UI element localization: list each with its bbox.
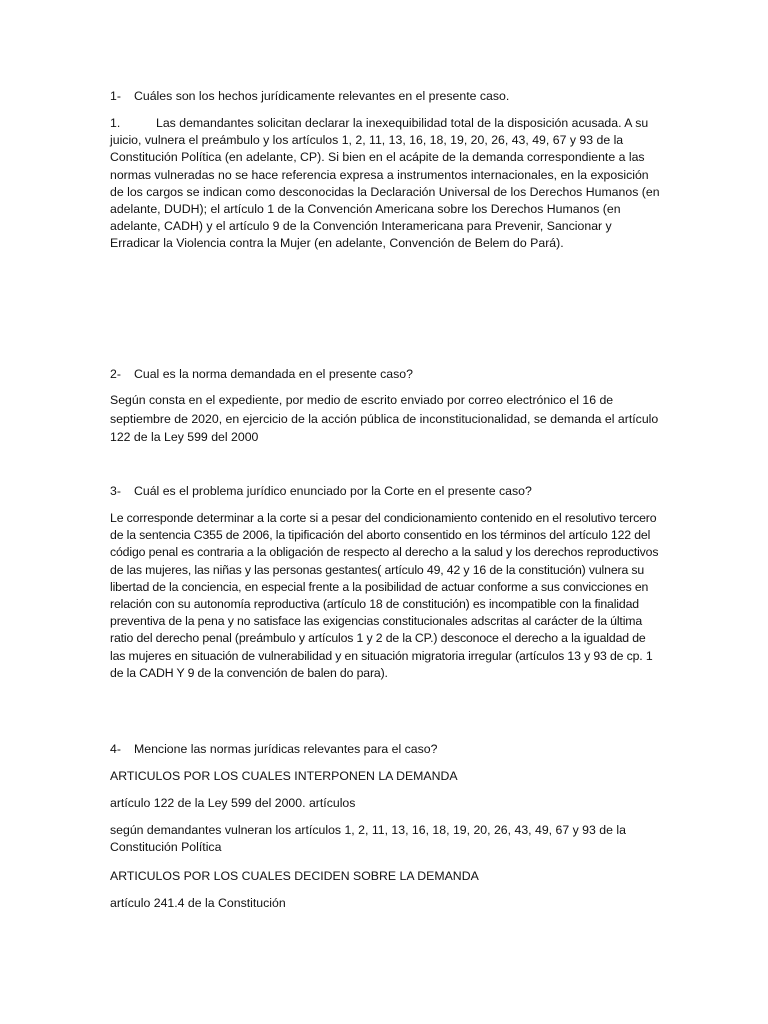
section-3 (110, 483, 660, 500)
answer-paragraph: Le corresponde determinar a la corte si a pesar del condicionamiento contenido en el resolutivo tercero de la sentencia C355 de 2006, la tipificación del aborto consentido en los términos del artículo 122 del código penal es contraria a la obligación de respecto al derecho a la salud y los derechos reproductivos de las mujeres, las niñas y las personas gestantes( artículo 49, 42 y 16 de la constitución) vulnera su libertad de la conciencia, en especial frente a la posibilidad de actuar conforme a sus convicciones en relación con su autonomía reproductiva (artículo 18 de constitución) es incompatible con la finalidad preventiva de la pena y no satisface las exigencias constitucionales adscritas al carácter de la última ratio del derecho penal (preámbulo y artículos 1 y 2 de la CP.) desconoce el derecho a la igualdad de las mujeres en situación de vulnerabilidad y en situación migratoria irregular (artículos 13 y 93 de cp. 1 de la CADH Y 9 de la convención de balen do para). (110, 511, 659, 680)
question-2 (110, 366, 660, 383)
question-text: Cual es la norma demandada en el presente caso? (134, 367, 413, 381)
answer-paragraph (110, 115, 660, 253)
question-4 (110, 741, 660, 758)
question-number: 1- (110, 89, 121, 103)
question-number: 3- (110, 484, 121, 498)
answer-1 (110, 115, 660, 253)
question-text: Cuáles son los hechos jurídicamente relevantes en el presente caso. (134, 89, 510, 103)
answer-3 (110, 510, 662, 682)
question-number: 2- (110, 367, 121, 381)
question-number: 4- (110, 742, 121, 756)
section-2 (110, 366, 660, 383)
section-1 (110, 88, 660, 105)
question-text: Cuál es el problema jurídico enunciado por la Corte en el presente caso? (134, 484, 532, 498)
answer-text: Las demandantes solicitan declarar la inexequibilidad total de la disposición acusada. A su juicio, vulnera el preámbulo y los artículos 1, 2, 11, 13, 16, 18, 19, 20, 26, 43, 49, 67 y 93 de la Constitución Política (en adelante, CP). Si bien en el acápite de la demanda correspondiente a las normas vulneradas no se hace referencia expresa a instrumentos internacionales, en la exposición de los cargos se indican como desconocidas la Declaración Universal de los Derechos Humanos (en adelante, DUDH); el artículo 1 de la Convención Americana sobre los Derechos Humanos (en adelante, CADH) y el artículo 9 de la Convención Interamericana para Prevenir, Sancionar y Erradicar la Violencia contra la Mujer (en adelante, Convención de Belem do Pará). (110, 116, 660, 251)
vulnerated-articles-line: según demandantes vulneran los artículos 1, 2, 11, 13, 16, 18, 19, 20, 26, 43, 49, 67 y 93 de la Constitución Política (110, 823, 626, 855)
question-3 (110, 483, 660, 500)
item-number: 1. (110, 116, 121, 130)
section-4 (110, 741, 660, 758)
answer-paragraph: Según consta en el expediente, por medio de escrito enviado por correo electrónico el 16 de septiembre de 2020, en ejercicio de la acción pública de inconstitucionalidad, se demanda el artículo 122 de la Ley 599 del 2000 (110, 393, 659, 444)
heading-deciden: ARTICULOS POR LOS CUALES DECIDEN SOBRE LA DEMANDA (110, 869, 479, 883)
question-text: Mencione las normas jurídicas relevantes para el caso? (134, 742, 438, 756)
question-1 (110, 88, 660, 105)
constitution-article-line: artículo 241.4 de la Constitución (110, 896, 286, 910)
answer-2 (110, 391, 660, 447)
law-line: artículo 122 de la Ley 599 del 2000. artículos (110, 796, 356, 810)
heading-interponen: ARTICULOS POR LOS CUALES INTERPONEN LA DEMANDA (110, 769, 458, 783)
